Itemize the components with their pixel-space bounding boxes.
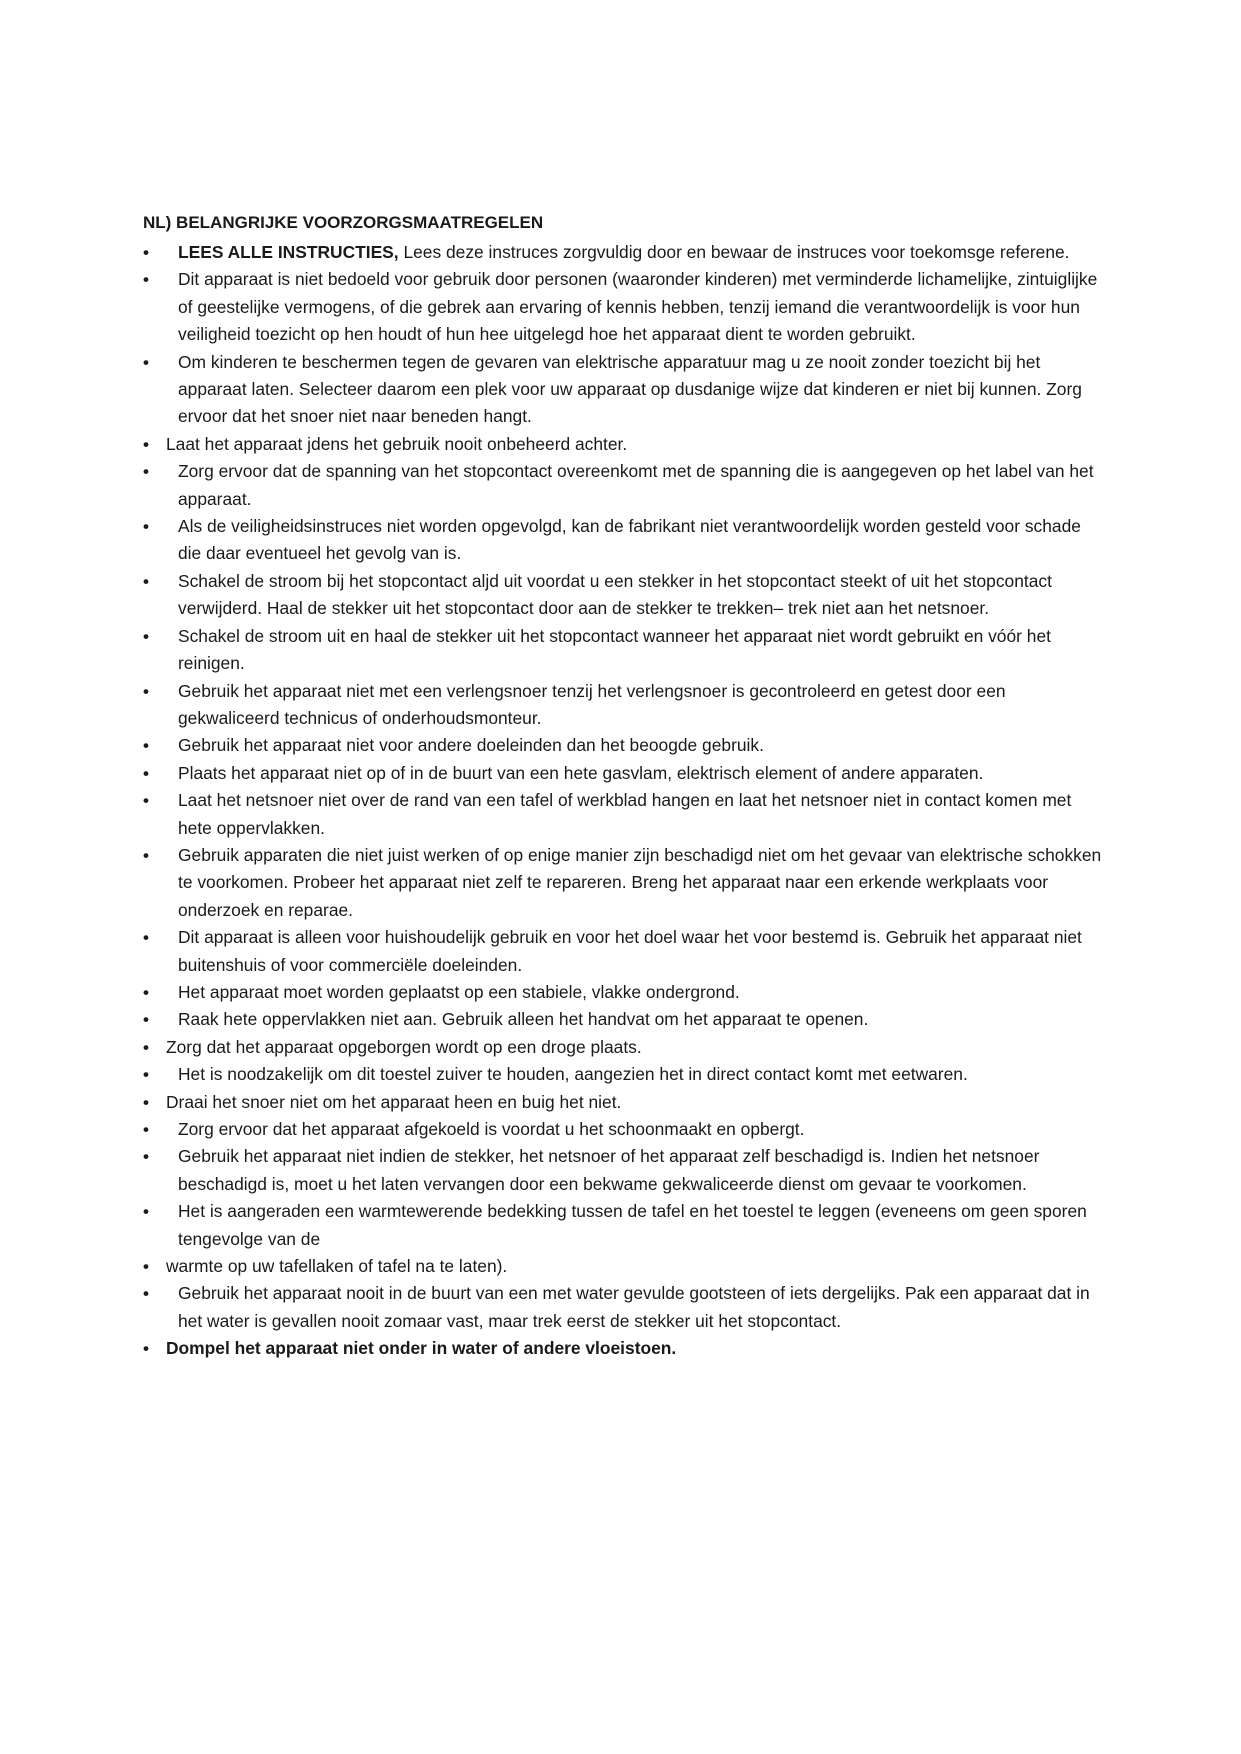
bullet-icon: • — [143, 352, 149, 372]
bullet-icon: • — [143, 1202, 149, 1222]
bullet-icon: • — [143, 462, 149, 482]
list-item — [143, 1034, 1103, 1061]
item-text: Raak hete oppervlakken niet aan. Gebruik alleen het handvat om het apparaat te openen. — [178, 1009, 869, 1030]
bullet-icon: • — [143, 243, 149, 262]
bullet-icon: • — [143, 517, 149, 537]
bullet-icon: • — [143, 1147, 149, 1167]
list-item — [143, 924, 1103, 979]
bullet-icon: • — [143, 1010, 149, 1030]
list-item — [143, 678, 1103, 733]
bullet-icon: • — [143, 1037, 149, 1057]
item-lead: LEES ALLE INSTRUCTIES, — [178, 242, 399, 262]
item-text: Schakel de stroom uit en haal de stekker uit het stopcontact wanneer het apparaat niet wordt gebruikt en vóór het reinigen. — [178, 625, 1051, 674]
item-text: Gebruik het apparaat nooit in de buurt van een met water gevulde gootsteen of iets dergelijks. Pak een apparaat dat in het water is gevallen nooit zomaar vast, maar trek eerst de stekker uit het stopcontact. — [178, 1283, 1090, 1331]
bullet-icon: • — [143, 434, 149, 454]
section-heading: NL) BELANGRIJKE VOORZORGSMAATREGELEN — [143, 213, 544, 232]
bullet-icon: • — [143, 626, 149, 646]
bullet-icon: • — [143, 1120, 149, 1139]
list-item — [143, 1198, 1103, 1253]
bullet-icon: • — [143, 681, 149, 701]
list-item — [143, 266, 1103, 348]
item-text: Het is noodzakelijk om dit toestel zuiver te houden, aangezien het in direct contact komt met eetwaren. — [178, 1064, 968, 1085]
item-text: Zorg dat het apparaat opgeborgen wordt op een droge plaats. — [166, 1036, 642, 1057]
list-item — [143, 239, 1103, 266]
instruction-list — [143, 239, 1103, 1363]
bullet-icon: • — [143, 736, 149, 756]
list-item — [143, 1006, 1103, 1033]
list-item — [143, 760, 1103, 787]
item-text: Als de veiligheidsinstruces niet worden opgevolgd, kan de fabrikant niet verantwoordelijk worden gesteld voor schade die daar eventueel het gevolg van is. — [178, 516, 1081, 564]
item-text: Dit apparaat is niet bedoeld voor gebruik door personen (waaronder kinderen) met verminderde lichamelijke, zintuiglijke of geestelijke vermogens, of die gebrek aan ervaring of kennis hebben, tenzij iemand die verantwoordelijk is voor hun veiligheid toezicht op hen houdt of hun hee uitgelegd hoe het apparaat dient te worden gebruikt. — [178, 269, 1098, 345]
bullet-icon: • — [143, 571, 149, 591]
bullet-icon: • — [143, 791, 149, 811]
bullet-icon: • — [143, 845, 149, 865]
item-text: Gebruik het apparaat niet indien de stekker, het netsnoer of het apparaat zelf beschadigd is. Indien het netsnoer beschadigd is, moet u het laten vervangen door een bekwame gekwaliceerde dienst om gevaar te voorkomen. — [178, 1146, 1040, 1194]
list-item — [143, 1143, 1103, 1198]
list-item — [143, 732, 1103, 759]
item-text: Zorg ervoor dat de spanning van het stopcontact overeenkomt met de spanning die is aangegeven op het label van het apparaat. — [178, 461, 1094, 509]
list-item — [143, 842, 1103, 924]
list-item — [143, 1116, 1103, 1143]
bullet-icon: • — [143, 1092, 149, 1112]
bullet-icon: • — [143, 982, 149, 1002]
bullet-icon: • — [143, 763, 149, 783]
item-text: Dompel het apparaat niet onder in water of andere vloeistoen. — [166, 1338, 677, 1359]
item-text: Het is aangeraden een warmtewerende bedekking tussen de tafel en het toestel te leggen (eveneens om geen sporen tengevolge van de — [178, 1201, 1087, 1249]
list-item — [143, 349, 1103, 431]
list-item — [143, 979, 1103, 1006]
item-text: Gebruik het apparaat niet met een verlengsnoer tenzij het verlengsnoer is gecontroleerd en getest door een gekwaliceerd technicus of onderhoudsmonteur. — [178, 680, 1006, 728]
list-item — [143, 458, 1103, 513]
item-text: warmte op uw tafellaken of tafel na te laten). — [166, 1256, 508, 1277]
item-text: Om kinderen te beschermen tegen de gevaren van elektrische apparatuur mag u ze nooit zonder toezicht bij het apparaat laten. Selecteer daarom een plek voor uw apparaat op dusdanige wijze dat kinderen er niet bij kunnen. Zorg ervoor dat het snoer niet naar beneden hangt. — [178, 351, 1082, 427]
item-text: Lees deze instruces zorgvuldig door en bewaar de instruces voor toekomsge referene. — [398, 242, 1070, 262]
list-item — [143, 1335, 1103, 1362]
item-text: Schakel de stroom bij het stopcontact aljd uit voordat u een stekker in het stopcontact steekt of uit het stopcontact verwijderd. Haal de stekker uit het stopcontact door aan de stekker te trekken– trek niet aan het netsnoer. — [178, 570, 1052, 619]
item-text: Draai het snoer niet om het apparaat heen en buig het niet. — [166, 1091, 622, 1112]
list-item — [143, 623, 1103, 678]
bullet-icon: • — [143, 1257, 149, 1277]
list-item — [143, 1253, 1103, 1280]
bullet-icon: • — [143, 928, 149, 948]
list-item — [143, 431, 1103, 458]
item-text: Gebruik het apparaat niet voor andere doeleinden dan het beoogde gebruik. — [178, 735, 764, 756]
bullet-icon: • — [143, 270, 149, 290]
item-text: Gebruik apparaten die niet juist werken of op enige manier zijn beschadigd niet om het gevaar van elektrische schokken te voorkomen. Probeer het apparaat niet zelf te repareren. Breng het apparaat naar een erkende werkplaats voor onderzoek en reparae. — [178, 844, 1102, 920]
list-item — [143, 568, 1103, 623]
bullet-icon: • — [143, 1339, 149, 1359]
list-item — [143, 1280, 1103, 1335]
item-text: Het apparaat moet worden geplaatst op een stabiele, vlakke ondergrond. — [178, 981, 740, 1002]
item-text: Laat het apparaat jdens het gebruik nooit onbeheerd achter. — [166, 433, 628, 454]
list-item — [143, 1089, 1103, 1116]
bullet-icon: • — [143, 1284, 149, 1304]
item-text: Plaats het apparaat niet op of in de buurt van een hete gasvlam, elektrisch element of andere apparaten. — [178, 762, 984, 783]
item-text: Dit apparaat is alleen voor huishoudelijk gebruik en voor het doel waar het voor bestemd is. Gebruik het apparaat niet buitenshuis of voor commerciële doeleinden. — [178, 927, 1082, 975]
list-item — [143, 513, 1103, 568]
safety-instructions-section — [143, 212, 1103, 1363]
list-item — [143, 1061, 1103, 1088]
bullet-icon: • — [143, 1065, 149, 1085]
item-text: Laat het netsnoer niet over de rand van een tafel of werkblad hangen en laat het netsnoer niet in contact komen met hete oppervlakken. — [178, 790, 1072, 838]
item-text: Zorg ervoor dat het apparaat afgekoeld is voordat u het schoonmaakt en opbergt. — [178, 1119, 805, 1139]
list-item — [143, 787, 1103, 842]
